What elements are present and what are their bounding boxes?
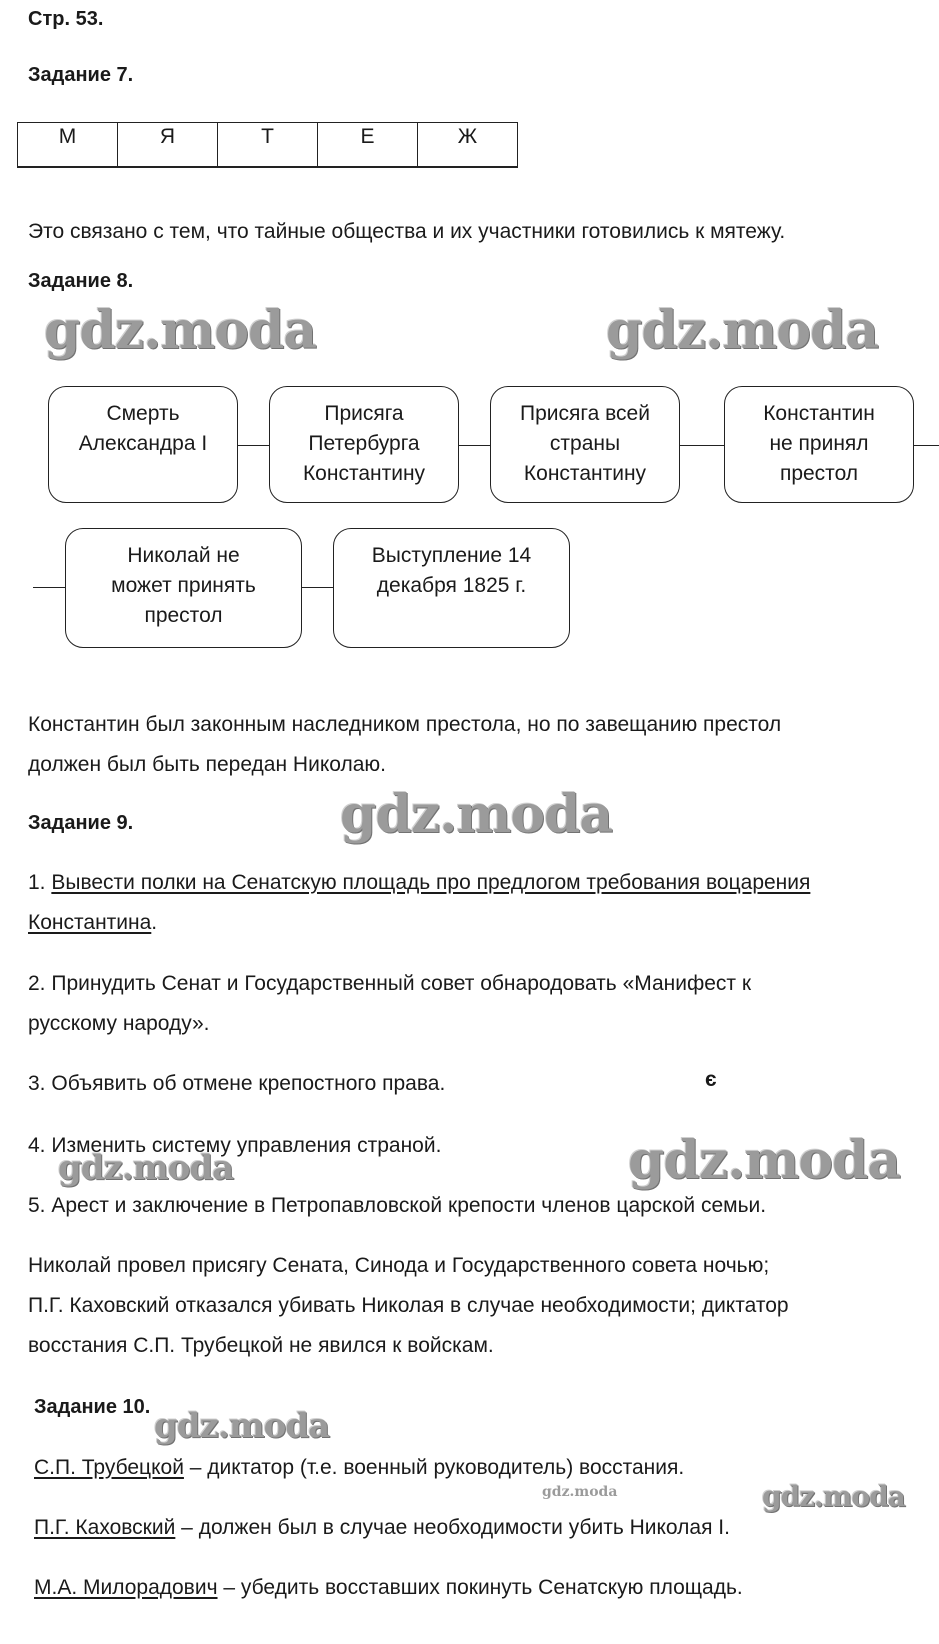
person-role: – диктатор (т.е. военный руководитель) восстания. [183,1456,685,1479]
flow-box-line: Смерть [106,402,180,425]
word-table [17,122,518,168]
flow-connector [459,445,491,446]
item-number: 1. [28,871,46,894]
task7-title: Задание 7. [28,64,134,86]
task7-explanation: Это связано с тем, что тайные общества и их участники готовились к мятежу. [28,220,786,243]
item-number: 5. [28,1194,46,1217]
task8-explanation-line: должен был быть передан Николаю. [28,753,386,776]
flow-connector [238,445,270,446]
word-letter-cell: Я [118,123,218,168]
item-number: 2. [28,972,46,995]
task9-item-2 [28,964,751,1004]
flow-connector [302,587,334,588]
task9-title: Задание 9. [28,812,134,834]
watermark: gdz.moda [58,1148,234,1188]
task9-explanation-line: Николай провел присягу Сената, Синода и Государственного совета ночью; [28,1254,770,1277]
watermark: gdz.moda [154,1406,330,1446]
item-text: Арест и заключение в Петропавловской крепости членов царской семьи. [51,1194,767,1217]
flow-box-line: Константину [302,462,426,485]
flow-box-line: престол [779,462,859,485]
task9-item-5 [28,1186,766,1226]
task9-item-1 [28,863,810,903]
flow-box [724,386,914,503]
flow-connector [680,445,725,446]
task9-item-2-cont: русскому народу». [28,1012,210,1035]
item-number: 3. [28,1072,46,1095]
flow-box-line: Александра I [78,432,208,455]
task9-explanation-line: П.Г. Каховский отказался убивать Николая в случае необходимости; диктатор [28,1294,789,1317]
item-text: Объявить об отмене крепостного права. [51,1072,446,1095]
flow-box-line: Константину [523,462,647,485]
word-letter-cell: Е [318,123,418,168]
flow-box-line: Присяга [324,402,404,425]
item-number: 4. [28,1134,46,1157]
person-role: – убедить восставших покинуть Сенатскую площадь. [217,1576,743,1599]
watermark: gdz.moda [44,300,317,361]
item-text-underlined: Константина [28,911,152,934]
task10-role [34,1508,730,1548]
item-text: Изменить систему управления страной. [51,1134,442,1157]
word-letter-cell: Ж [418,123,518,168]
flow-box-line: Выступление 14 [371,544,532,567]
flow-connector [914,445,939,446]
flow-box-line: Константин [763,402,875,425]
flow-box-line: декабря 1825 г. [376,574,527,597]
task8-title: Задание 8. [28,270,134,292]
watermark: gdz.moda [606,300,879,361]
watermark: gdz.moda [628,1130,901,1191]
task10-title: Задание 10. [34,1396,151,1418]
word-letter-cell: Т [218,123,318,168]
task9-explanation-line: восстания С.П. Трубецкой не явился к войскам. [28,1334,494,1357]
flow-box [65,528,302,648]
page-label: Стр. 53. [28,8,104,30]
task9-item-3 [28,1064,445,1104]
flow-box-line: Николай не [127,544,240,567]
flow-box [269,386,459,503]
person-name: М.А. Милорадович [34,1576,218,1599]
stray-glyph: є [705,1068,717,1091]
watermark: gdz.moda [542,1484,618,1500]
watermark: gdz.moda [762,1480,905,1513]
flow-box-line: страны [549,432,621,455]
task10-role [34,1568,743,1608]
flow-box-line: Петербурга [308,432,420,455]
task8-explanation-line: Константин был законным наследником престола, но по завещанию престол [28,713,782,736]
word-letter-cell: М [18,123,118,168]
flow-box [490,386,680,503]
flow-connector [33,587,66,588]
item-text: Принудить Сенат и Государственный совет обнародовать «Манифест к [51,972,752,995]
watermark: gdz.moda [340,784,613,845]
flow-box [48,386,238,503]
flow-box [333,528,570,648]
flow-box-line: не принял [769,432,869,455]
person-role: – должен был в случае необходимости убить Николая I. [175,1516,730,1539]
item-suffix: . [151,911,158,934]
flow-box-line: Присяга всей [520,402,650,425]
flow-box-line: престол [144,604,223,627]
task9-item-1-cont [28,903,157,943]
task10-role [34,1448,684,1488]
person-name: П.Г. Каховский [34,1516,176,1539]
person-name: С.П. Трубецкой [34,1456,184,1479]
flow-box-line: может принять [111,574,256,597]
item-text-underlined: Вывести полки на Сенатскую площадь про предлогом требования воцарения [51,871,811,894]
